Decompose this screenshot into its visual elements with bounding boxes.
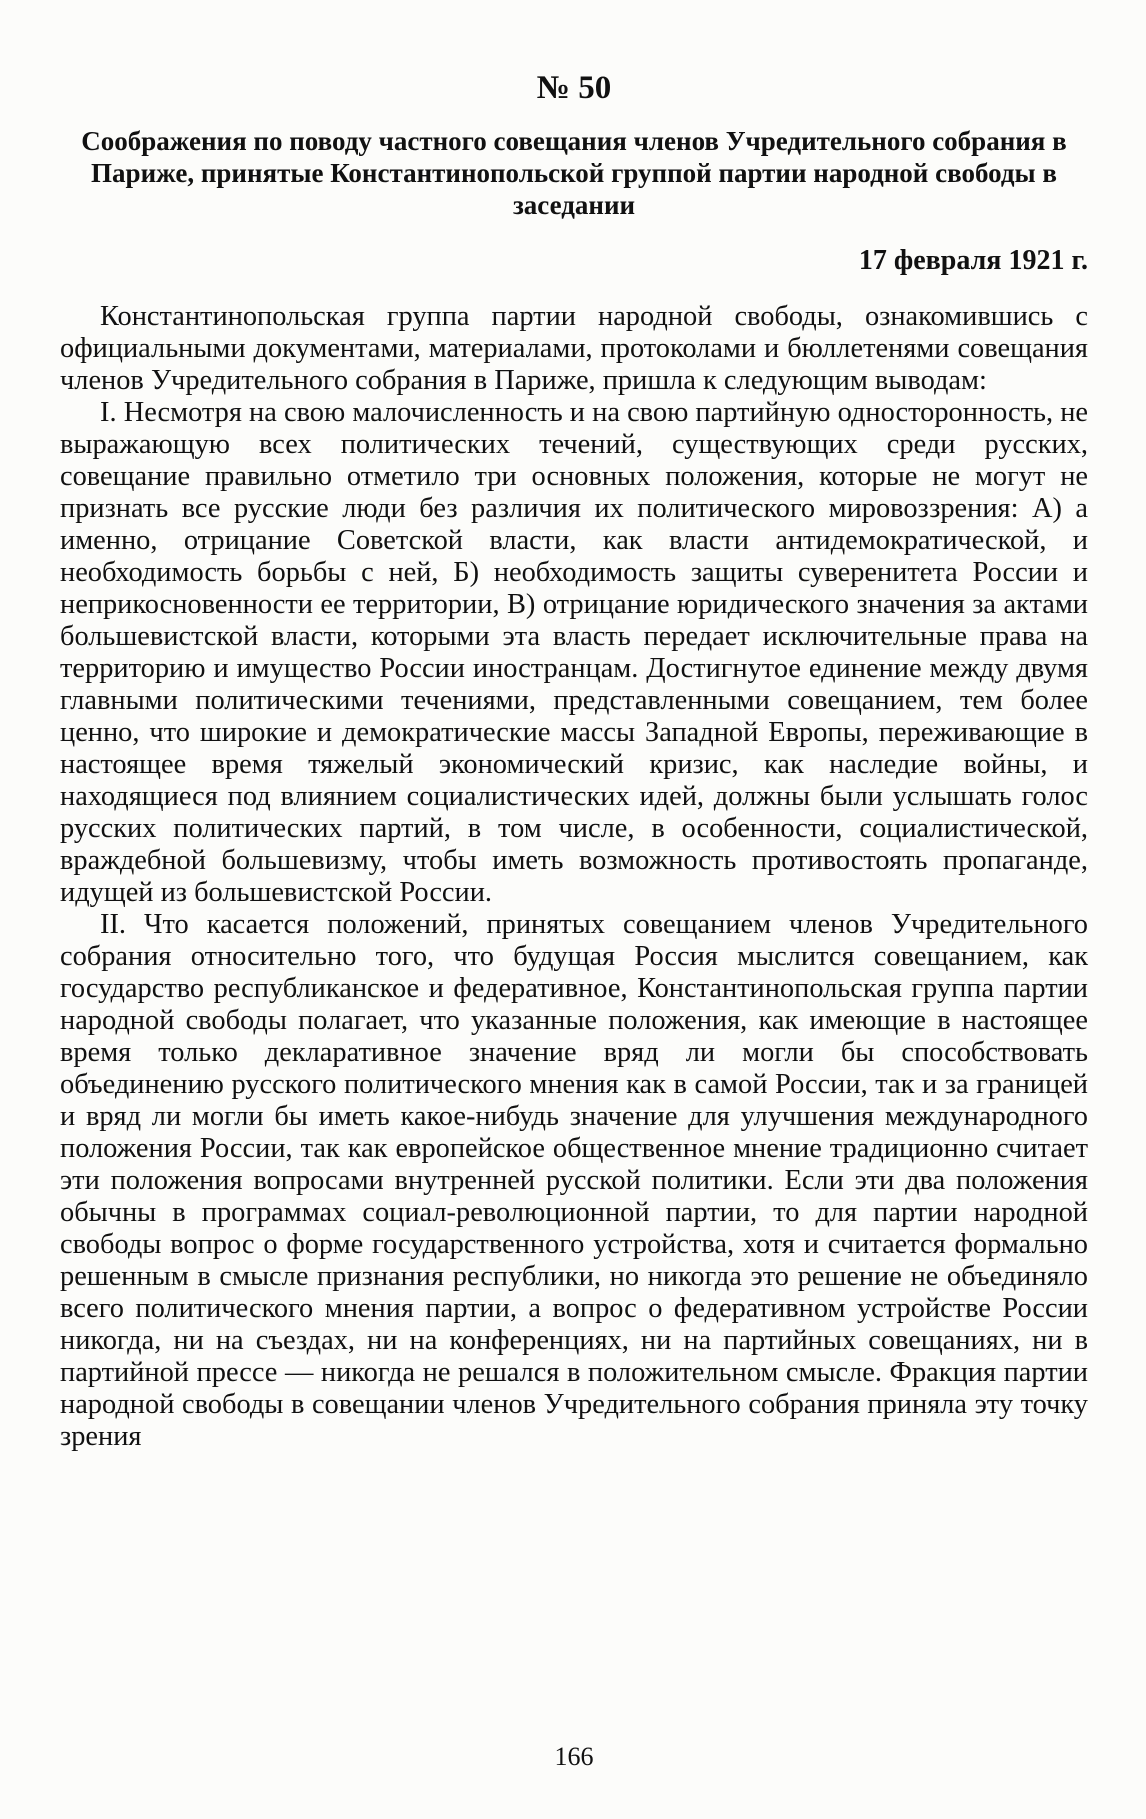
page-number: 166 bbox=[554, 1742, 594, 1771]
document-page bbox=[60, 60, 1088, 1800]
paragraph-intro: Константинопольская группа партии народной свободы, ознакомившись с официальными документами, материалами, протоколами и бюллетенями совещания членов Учредительного собрания в Париже, пришла к следующим выводам: bbox=[60, 301, 1088, 396]
document-date: 17 февраля 1921 г. bbox=[858, 245, 1088, 276]
document-number: № 50 bbox=[536, 70, 612, 106]
document-title: Соображения по поводу частного совещания членов Учредительного собрания в Париже, принятые Константинопольской группой партии народной свободы в заседании bbox=[81, 126, 1067, 220]
document-body bbox=[60, 301, 1088, 1453]
paragraph-section-2: II. Что касается положений, принятых совещанием членов Учредительного собрания относительно того, что будущая Россия мыслится совещанием, как государство республиканское и федеративное, Константинопольская группа партии народной свободы полагает, что указанные положения, как имеющие в настоящее время только декларативное значение вряд ли могли бы способствовать объединению русского политического мнения как в самой России, так и за границей и вряд ли могли бы иметь какое-нибудь значение для улучшения международного положения России, так как европейское общественное мнение традиционно считает эти положения вопросами внутренней русской политики. Если эти два положения обычны в программах социал-революционной партии, то для партии народной свободы вопрос о форме государственного устройства, хотя и считается формально решенным в смысле признания республики, но никогда это решение не объединяло всего политического мнения партии, а вопрос о федеративном устройстве России никогда, ни на съездах, ни на конференциях, ни на партийных совещаниях, ни в партийной прессе — никогда не решался в положительном смысле. Фракция партии народной свободы в совещании членов Учредительного собрания приняла эту точку зрения bbox=[60, 909, 1088, 1452]
paragraph-section-1: I. Несмотря на свою малочисленность и на свою партийную односторонность, не выражающую всех политических течений, существующих среди русских, совещание правильно отметило три основных положения, которые не могут не признать все русские люди без различия их политического мировоззрения: А) а именно, отрицание Советской власти, как власти антидемократической, и необходимость борьбы с ней, Б) необходимость защиты суверенитета России и неприкосновенности ее территории, В) отрицание юридического значения за актами большевистской власти, которыми эта власть передает исключительные права на территорию и имущество России иностранцам. Достигнутое единение между двумя главными политическими течениями, представленными совещанием, тем более ценно, что широкие и демократические массы Западной Европы, переживающие в настоящее время тяжелый экономический кризис, как наследие войны, и находящиеся под влиянием социалистических идей, должны были услышать голос русских политических партий, в том числе, в особенности, социалистической, враждебной большевизму, чтобы иметь возможность противостоять пропаганде, идущей из большевистской России. bbox=[60, 397, 1088, 908]
